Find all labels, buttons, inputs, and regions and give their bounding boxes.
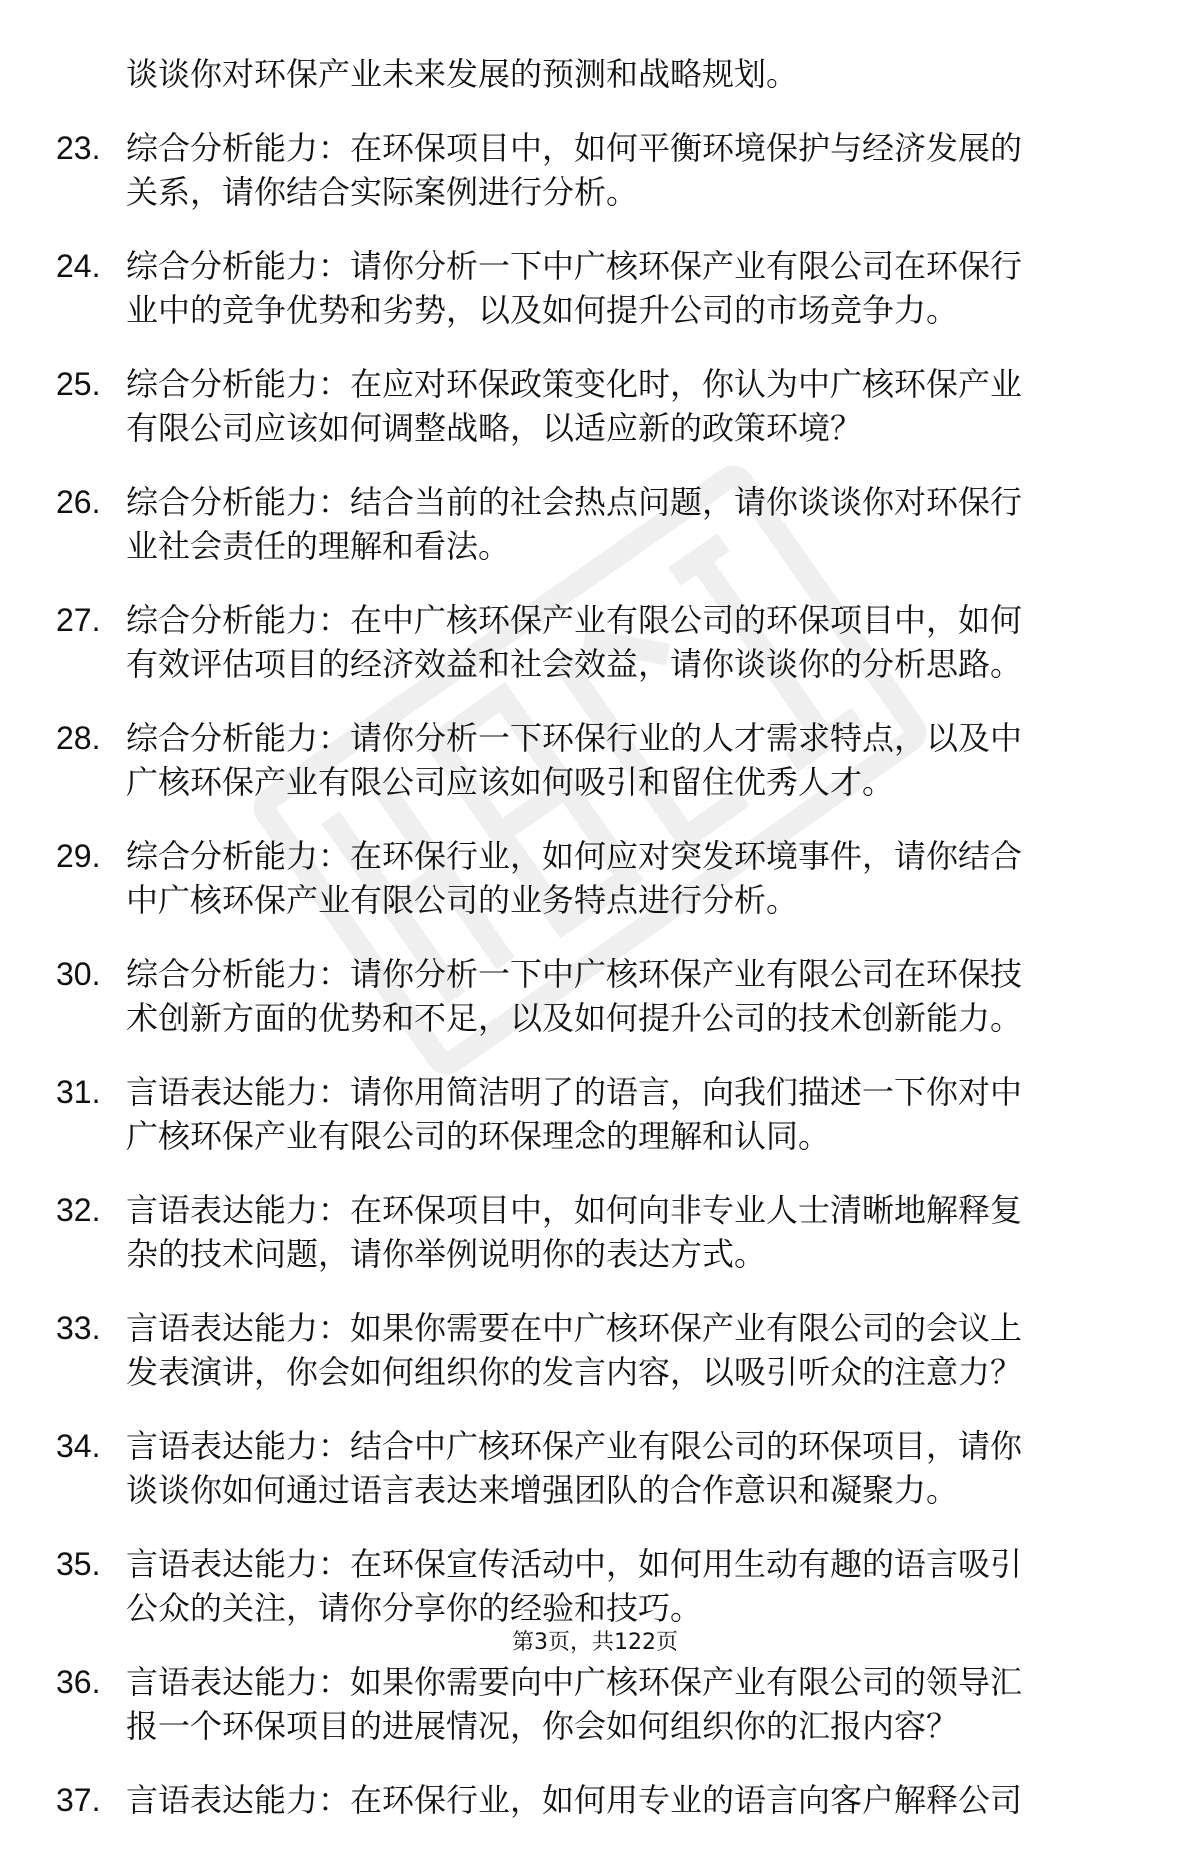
question-item <box>0 1306 1190 1394</box>
question-text-line: 言语表达能力：在环保行业，如何用专业的语言向客户解释公司 <box>126 1781 1023 1819</box>
question-text-line: 发表演讲，你会如何组织你的发言内容，以吸引听众的注意力？ <box>126 1353 1023 1391</box>
question-text-line: 综合分析能力：结合当前的社会热点问题，请你谈谈你对环保行 <box>126 483 1023 521</box>
question-text-line: 广核环保产业有限公司应该如何吸引和留住优秀人才。 <box>126 763 895 801</box>
question-text-line: 综合分析能力：在环保项目中，如何平衡环境保护与经济发展的 <box>126 129 1023 167</box>
question-text-line: 言语表达能力：请你用简洁明了的语言，向我们描述一下你对中 <box>126 1073 1023 1111</box>
question-item <box>0 1778 1190 1822</box>
question-text-line: 杂的技术问题，请你举例说明你的表达方式。 <box>126 1235 767 1273</box>
question-number: 28. <box>56 720 101 756</box>
question-number: 24. <box>56 248 101 284</box>
question-number: 29. <box>56 838 101 874</box>
question-text-line: 有限公司应该如何调整战略，以适应新的政策环境？ <box>126 409 863 447</box>
question-text-line: 言语表达能力：在环保宣传活动中，如何用生动有趣的语言吸引 <box>126 1545 1023 1583</box>
question-text-line: 谈谈你如何通过语言表达来增强团队的合作意识和凝聚力。 <box>126 1471 959 1509</box>
question-number: 31. <box>56 1074 101 1110</box>
question-text-line: 综合分析能力：在环保行业，如何应对突发环境事件，请你结合 <box>126 837 1023 875</box>
question-text-line: 综合分析能力：在应对环保政策变化时，你认为中广核环保产业 <box>126 365 1023 403</box>
question-item <box>0 1070 1190 1158</box>
question-item <box>0 1660 1190 1748</box>
question-text-line: 业社会责任的理解和看法。 <box>126 527 511 565</box>
question-list <box>0 52 1190 1852</box>
question-text-line: 综合分析能力：请你分析一下环保行业的人才需求特点，以及中 <box>126 719 1023 757</box>
question-number: 23. <box>56 130 101 166</box>
question-text-line: 中广核环保产业有限公司的业务特点进行分析。 <box>126 881 799 919</box>
question-number: 33. <box>56 1310 101 1346</box>
question-text-line: 术创新方面的优势和不足，以及如何提升公司的技术创新能力。 <box>126 999 1023 1037</box>
question-number: 37. <box>56 1782 101 1818</box>
question-item <box>0 1542 1190 1630</box>
question-number: 27. <box>56 602 101 638</box>
continued-text: 谈谈你对环保产业未来发展的预测和战略规划。 <box>126 55 799 93</box>
question-number: 25. <box>56 366 101 402</box>
question-number: 36. <box>56 1664 101 1700</box>
question-item <box>0 834 1190 922</box>
question-number: 26. <box>56 484 101 520</box>
question-item <box>0 598 1190 686</box>
question-text-line: 有效评估项目的经济效益和社会效益，请你谈谈你的分析思路。 <box>126 645 1023 683</box>
question-number: 30. <box>56 956 101 992</box>
question-item <box>0 952 1190 1040</box>
question-item <box>0 126 1190 214</box>
question-text-line: 言语表达能力：在环保项目中，如何向非专业人士清晰地解释复 <box>126 1191 1023 1229</box>
question-number: 35. <box>56 1546 101 1582</box>
question-text-line: 关系，请你结合实际案例进行分析。 <box>126 173 639 211</box>
question-item <box>0 244 1190 332</box>
question-text-line: 综合分析能力：在中广核环保产业有限公司的环保项目中，如何 <box>126 601 1023 639</box>
page-footer: 第3页，共122页 <box>512 1630 678 1655</box>
question-number: 32. <box>56 1192 101 1228</box>
question-text-line: 报一个环保项目的进展情况，你会如何组织你的汇报内容？ <box>126 1707 959 1745</box>
question-text-line: 公众的关注，请你分享你的经验和技巧。 <box>126 1589 703 1627</box>
question-text-line: 综合分析能力：请你分析一下中广核环保产业有限公司在环保技 <box>126 955 1023 993</box>
question-item <box>0 1424 1190 1512</box>
questions-container <box>0 126 1190 1822</box>
question-text-line: 广核环保产业有限公司的环保理念的理解和认同。 <box>126 1117 831 1155</box>
question-text-line: 业中的竞争优势和劣势，以及如何提升公司的市场竞争力。 <box>126 291 959 329</box>
question-text-line: 言语表达能力：如果你需要在中广核环保产业有限公司的会议上 <box>126 1309 1023 1347</box>
question-item <box>0 1188 1190 1276</box>
question-item <box>0 362 1190 450</box>
question-text-line: 言语表达能力：如果你需要向中广核环保产业有限公司的领导汇 <box>126 1663 1023 1701</box>
question-item <box>0 716 1190 804</box>
question-item <box>0 480 1190 568</box>
question-text-line: 综合分析能力：请你分析一下中广核环保产业有限公司在环保行 <box>126 247 1023 285</box>
question-text-line: 言语表达能力：结合中广核环保产业有限公司的环保项目，请你 <box>126 1427 1023 1465</box>
question-number: 34. <box>56 1428 101 1464</box>
